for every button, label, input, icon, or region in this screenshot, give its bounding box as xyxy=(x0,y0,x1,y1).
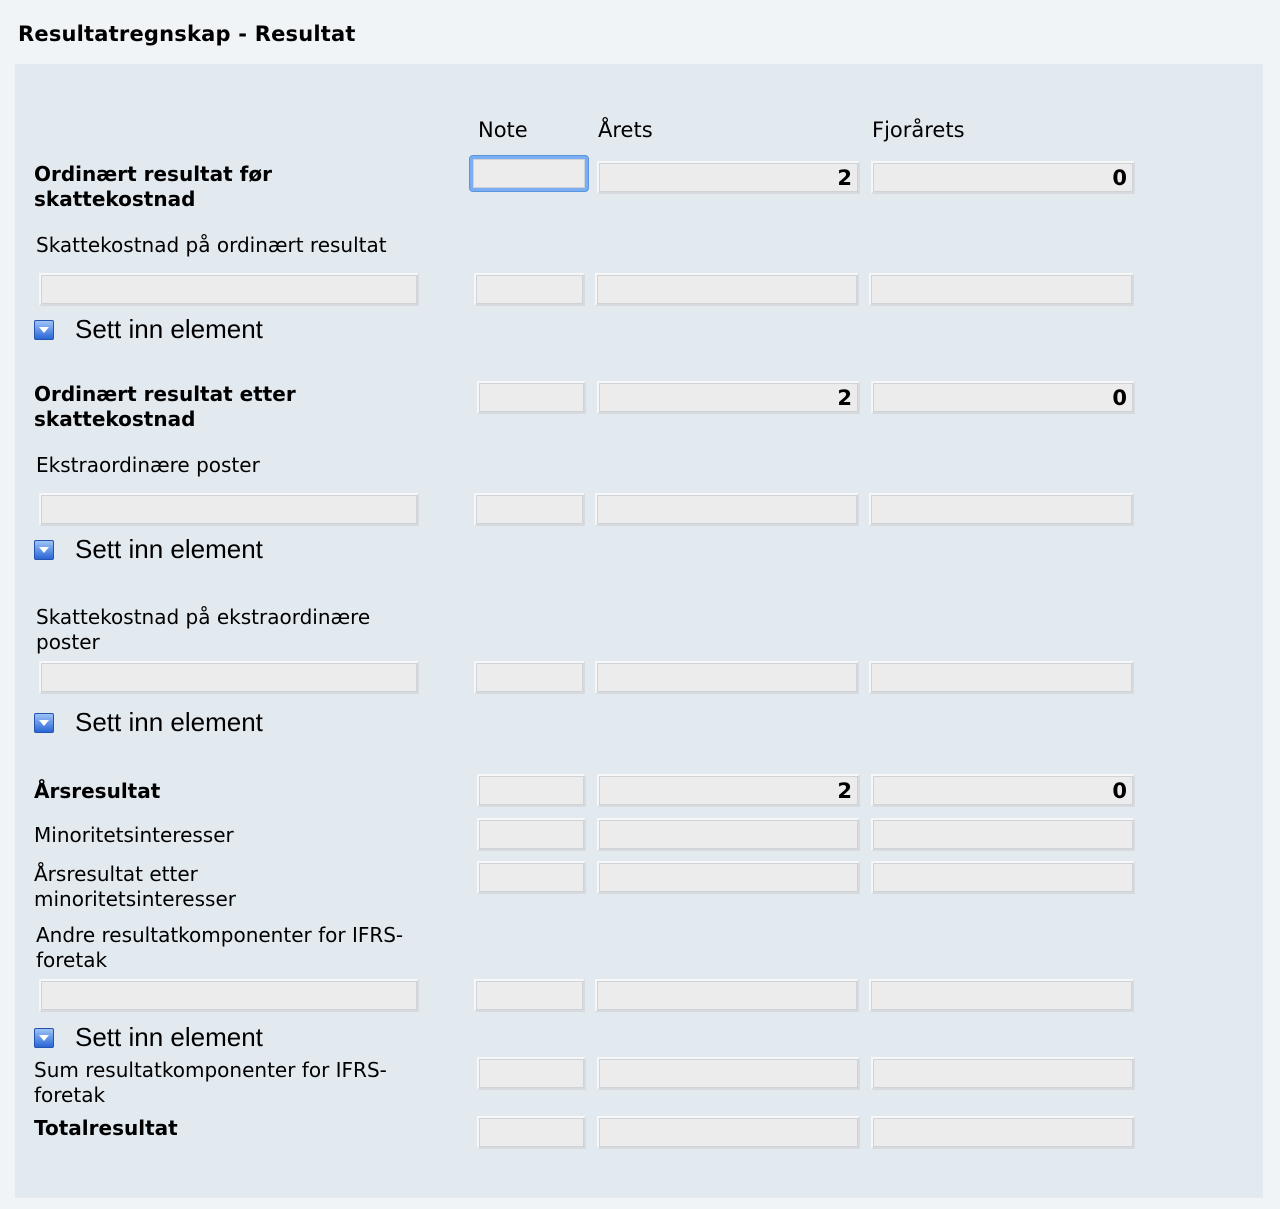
description-input-skatt-ordinaert[interactable] xyxy=(39,273,419,306)
fjorarets-input-ordinaert-etter[interactable] xyxy=(871,381,1135,414)
insert-element-button-skatt-ordinaert[interactable] xyxy=(34,314,263,345)
insert-element-button-skatt-ekstra[interactable] xyxy=(34,707,263,738)
column-header-note: Note xyxy=(478,118,528,142)
row-label-ordinaert-for: Ordinært resultat før skattekostnad xyxy=(34,162,272,211)
fjorarets-input-andre-ifrs[interactable] xyxy=(869,979,1134,1012)
arets-input-minoritet[interactable] xyxy=(597,818,860,851)
fjorarets-input-totalresultat[interactable] xyxy=(871,1116,1135,1149)
arets-input-sum-ifrs[interactable] xyxy=(597,1057,860,1090)
arets-input-totalresultat[interactable] xyxy=(597,1116,860,1149)
arets-input-ordinaert-for[interactable] xyxy=(597,161,860,194)
column-header-fjorarets: Fjorårets xyxy=(872,118,965,142)
description-input-andre-ifrs[interactable] xyxy=(39,979,419,1012)
note-input-ordinaert-etter[interactable] xyxy=(477,381,586,414)
note-input-ekstraordinaere[interactable] xyxy=(474,493,585,526)
chevron-down-icon xyxy=(34,320,54,340)
fjorarets-input-skatt-ordinaert[interactable] xyxy=(869,273,1134,306)
section-label-ekstraordinaere: Ekstraordinære poster xyxy=(36,453,260,477)
fjorarets-input-sum-ifrs[interactable] xyxy=(871,1057,1135,1090)
result-form-panel xyxy=(15,64,1263,1198)
note-input-skatt-ekstra[interactable] xyxy=(474,661,585,694)
note-input-andre-ifrs[interactable] xyxy=(474,979,585,1012)
insert-element-label: Sett inn element xyxy=(75,314,263,344)
row-label-sum-ifrs: Sum resultatkomponenter for IFRS-foretak xyxy=(34,1058,387,1107)
arets-input-arsresultat-etter-min[interactable] xyxy=(597,861,860,894)
note-input-arsresultat[interactable] xyxy=(477,774,586,807)
insert-element-button-ekstraordinaere[interactable] xyxy=(34,534,263,565)
description-input-skatt-ekstra[interactable] xyxy=(39,661,419,694)
section-label-skatt-ordinaert: Skattekostnad på ordinært resultat xyxy=(36,233,387,257)
arets-input-arsresultat[interactable] xyxy=(597,774,860,807)
fjorarets-input-arsresultat[interactable] xyxy=(871,774,1135,807)
fjorarets-input-minoritet[interactable] xyxy=(871,818,1135,851)
row-label-ordinaert-etter: Ordinært resultat etter skattekostnad xyxy=(34,382,296,431)
fjorarets-input-ordinaert-for[interactable] xyxy=(871,161,1135,194)
insert-element-label: Sett inn element xyxy=(75,534,263,564)
insert-element-label: Sett inn element xyxy=(75,1022,263,1052)
chevron-down-icon xyxy=(34,713,54,733)
row-label-arsresultat: Årsresultat xyxy=(34,779,161,803)
arets-input-andre-ifrs[interactable] xyxy=(595,979,859,1012)
arets-input-skatt-ekstra[interactable] xyxy=(595,661,859,694)
section-label-skatt-ekstra: Skattekostnad på ekstraordinære poster xyxy=(36,605,371,654)
note-input-skatt-ordinaert[interactable] xyxy=(474,273,585,306)
note-input-totalresultat[interactable] xyxy=(477,1116,586,1149)
arets-input-skatt-ordinaert[interactable] xyxy=(595,273,859,306)
chevron-down-icon xyxy=(34,1028,54,1048)
note-input-ordinaert-for[interactable] xyxy=(470,156,588,191)
note-input-arsresultat-etter-min[interactable] xyxy=(477,861,586,894)
note-input-minoritet[interactable] xyxy=(477,818,586,851)
chevron-down-icon xyxy=(34,540,54,560)
insert-element-button-andre-ifrs[interactable] xyxy=(34,1022,263,1053)
description-input-ekstraordinaere[interactable] xyxy=(39,493,419,526)
arets-input-ekstraordinaere[interactable] xyxy=(595,493,859,526)
fjorarets-input-arsresultat-etter-min[interactable] xyxy=(871,861,1135,894)
row-label-minoritet: Minoritetsinteresser xyxy=(34,823,234,847)
fjorarets-input-skatt-ekstra[interactable] xyxy=(869,661,1134,694)
row-label-totalresultat: Totalresultat xyxy=(34,1116,178,1140)
note-input-sum-ifrs[interactable] xyxy=(477,1057,586,1090)
section-label-andre-ifrs: Andre resultatkomponenter for IFRS-foretak xyxy=(36,923,404,972)
fjorarets-input-ekstraordinaere[interactable] xyxy=(869,493,1134,526)
column-header-arets: Årets xyxy=(598,118,653,142)
page-title: Resultatregnskap - Resultat xyxy=(18,22,356,46)
arets-input-ordinaert-etter[interactable] xyxy=(597,381,860,414)
row-label-arsresultat-etter-min: Årsresultat etter minoritetsinteresser xyxy=(34,862,236,911)
insert-element-label: Sett inn element xyxy=(75,707,263,737)
